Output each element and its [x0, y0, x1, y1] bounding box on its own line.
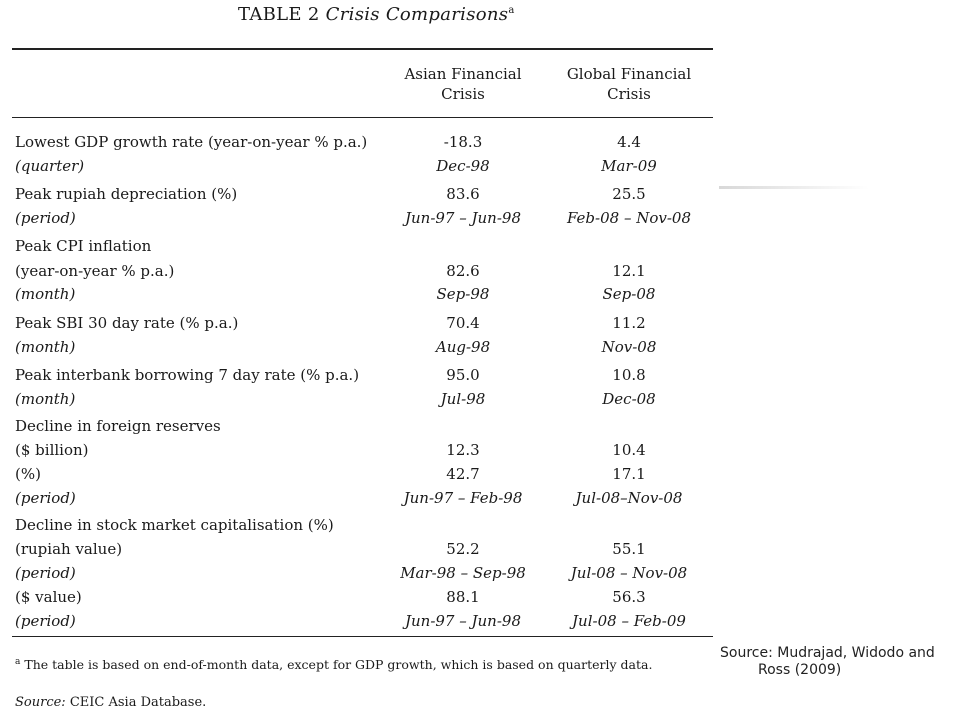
asian-crisis-value: Mar-98 – Sep-98: [400, 564, 526, 582]
global-crisis-value: 55.1: [612, 540, 646, 558]
asian-crisis-value: Jun-97 – Feb-98: [403, 489, 523, 507]
row-label: (quarter): [15, 157, 85, 175]
row-label: (month): [15, 338, 76, 356]
row-label: Peak CPI inflation: [15, 237, 152, 255]
column-header-line: Global Financial: [566, 65, 692, 83]
asian-crisis-value: 52.2: [446, 540, 480, 558]
top-rule: [12, 48, 713, 50]
row-label: (period): [15, 209, 76, 227]
global-crisis-value: 4.4: [617, 133, 641, 151]
row-label: ($ value): [15, 588, 82, 606]
table-row: [0, 338, 960, 362]
asian-crisis-value: Jun-97 – Jun-98: [404, 612, 521, 630]
global-crisis-value: Mar-09: [601, 157, 657, 175]
row-label: (year-on-year % p.a.): [15, 262, 175, 280]
row-label: ($ billion): [15, 441, 89, 459]
asian-crisis-value: 95.0: [446, 366, 480, 384]
caption-line: Ross (2009): [758, 662, 842, 678]
table-row: [0, 366, 960, 390]
source-label: Source:: [15, 695, 66, 710]
table-row: [0, 237, 960, 261]
slide-source-caption: [720, 645, 955, 679]
table-title: [238, 4, 515, 25]
global-crisis-value: Sep-08: [602, 285, 656, 303]
table-footnote: [15, 657, 652, 672]
column-header-line: Crisis: [607, 85, 651, 103]
table-row: [0, 465, 960, 489]
global-crisis-value: Dec-08: [602, 390, 656, 408]
row-label: (rupiah value): [15, 540, 123, 558]
global-crisis-value: 10.8: [612, 366, 646, 384]
column-header-line: Crisis: [441, 85, 485, 103]
table-row: [0, 441, 960, 465]
column-header-line: Asian Financial: [404, 65, 522, 83]
source-text: CEIC Asia Database.: [69, 695, 207, 710]
global-crisis-value: Jul-08–Nov-08: [575, 489, 683, 507]
global-crisis-value: 12.1: [612, 262, 646, 280]
row-label: (period): [15, 489, 76, 507]
global-crisis-value: Nov-08: [601, 338, 657, 356]
table-row: [0, 390, 960, 414]
row-label: Peak SBI 30 day rate (% p.a.): [15, 314, 239, 332]
global-crisis-value: Jul-08 – Nov-08: [570, 564, 688, 582]
table-source: [15, 695, 206, 710]
title-footnote-marker: a: [508, 5, 515, 16]
asian-crisis-value: 42.7: [446, 465, 480, 483]
footnote-text: The table is based on end-of-month data, except for GDP growth, which is based on quarterly data.: [24, 657, 653, 673]
caption-line: Source: Mudrajad, Widodo and: [720, 645, 935, 661]
asian-crisis-value: Dec-98: [436, 157, 490, 175]
table-row: [0, 209, 960, 233]
table-row: [0, 314, 960, 338]
table-row: [0, 588, 960, 612]
asian-crisis-value: -18.3: [443, 133, 483, 151]
asian-crisis-value: 82.6: [446, 262, 480, 280]
row-label: (period): [15, 612, 76, 630]
table-row: [0, 564, 960, 588]
asian-crisis-value: 12.3: [446, 441, 480, 459]
bottom-rule: [12, 636, 713, 637]
asian-crisis-value: Aug-98: [435, 338, 491, 356]
table-row: [0, 540, 960, 564]
row-label: Decline in stock market capitalisation (%): [15, 516, 334, 534]
column-header-global-crisis: [544, 64, 714, 104]
table-title-text: Crisis Comparisons: [325, 4, 509, 25]
table-row: [0, 417, 960, 441]
row-label: Peak interbank borrowing 7 day rate (% p.a.): [15, 366, 360, 384]
table-row: [0, 489, 960, 513]
global-crisis-value: Feb-08 – Nov-08: [566, 209, 692, 227]
asian-crisis-value: 88.1: [446, 588, 480, 606]
row-label: Lowest GDP growth rate (year-on-year % p.a.): [15, 133, 368, 151]
global-crisis-value: 25.5: [612, 185, 646, 203]
row-label: (month): [15, 285, 76, 303]
row-label: (period): [15, 564, 76, 582]
global-crisis-value: 17.1: [612, 465, 646, 483]
row-label: (month): [15, 390, 76, 408]
table-row: [0, 612, 960, 636]
asian-crisis-value: 83.6: [446, 185, 480, 203]
global-crisis-value: 10.4: [612, 441, 646, 459]
global-crisis-value: Jul-08 – Feb-09: [572, 612, 686, 630]
column-header-asian-crisis: [378, 64, 548, 104]
asian-crisis-value: Jul-98: [440, 390, 486, 408]
table-row: [0, 157, 960, 181]
row-label: (%): [15, 465, 41, 483]
asian-crisis-value: 70.4: [446, 314, 480, 332]
global-crisis-value: 11.2: [612, 314, 646, 332]
asian-crisis-value: Sep-98: [436, 285, 490, 303]
asian-crisis-value: Jun-97 – Jun-98: [404, 209, 521, 227]
header-rule: [12, 117, 713, 118]
row-label: Peak rupiah depreciation (%): [15, 185, 238, 203]
table-row: [0, 133, 960, 157]
table-row: [0, 262, 960, 286]
table-row: [0, 285, 960, 309]
global-crisis-value: 56.3: [612, 588, 646, 606]
footnote-marker: a: [15, 657, 21, 667]
table-number: TABLE 2: [238, 4, 320, 25]
row-label: Decline in foreign reserves: [15, 417, 221, 435]
decorative-fade-line: [719, 186, 869, 189]
table-row: [0, 516, 960, 540]
